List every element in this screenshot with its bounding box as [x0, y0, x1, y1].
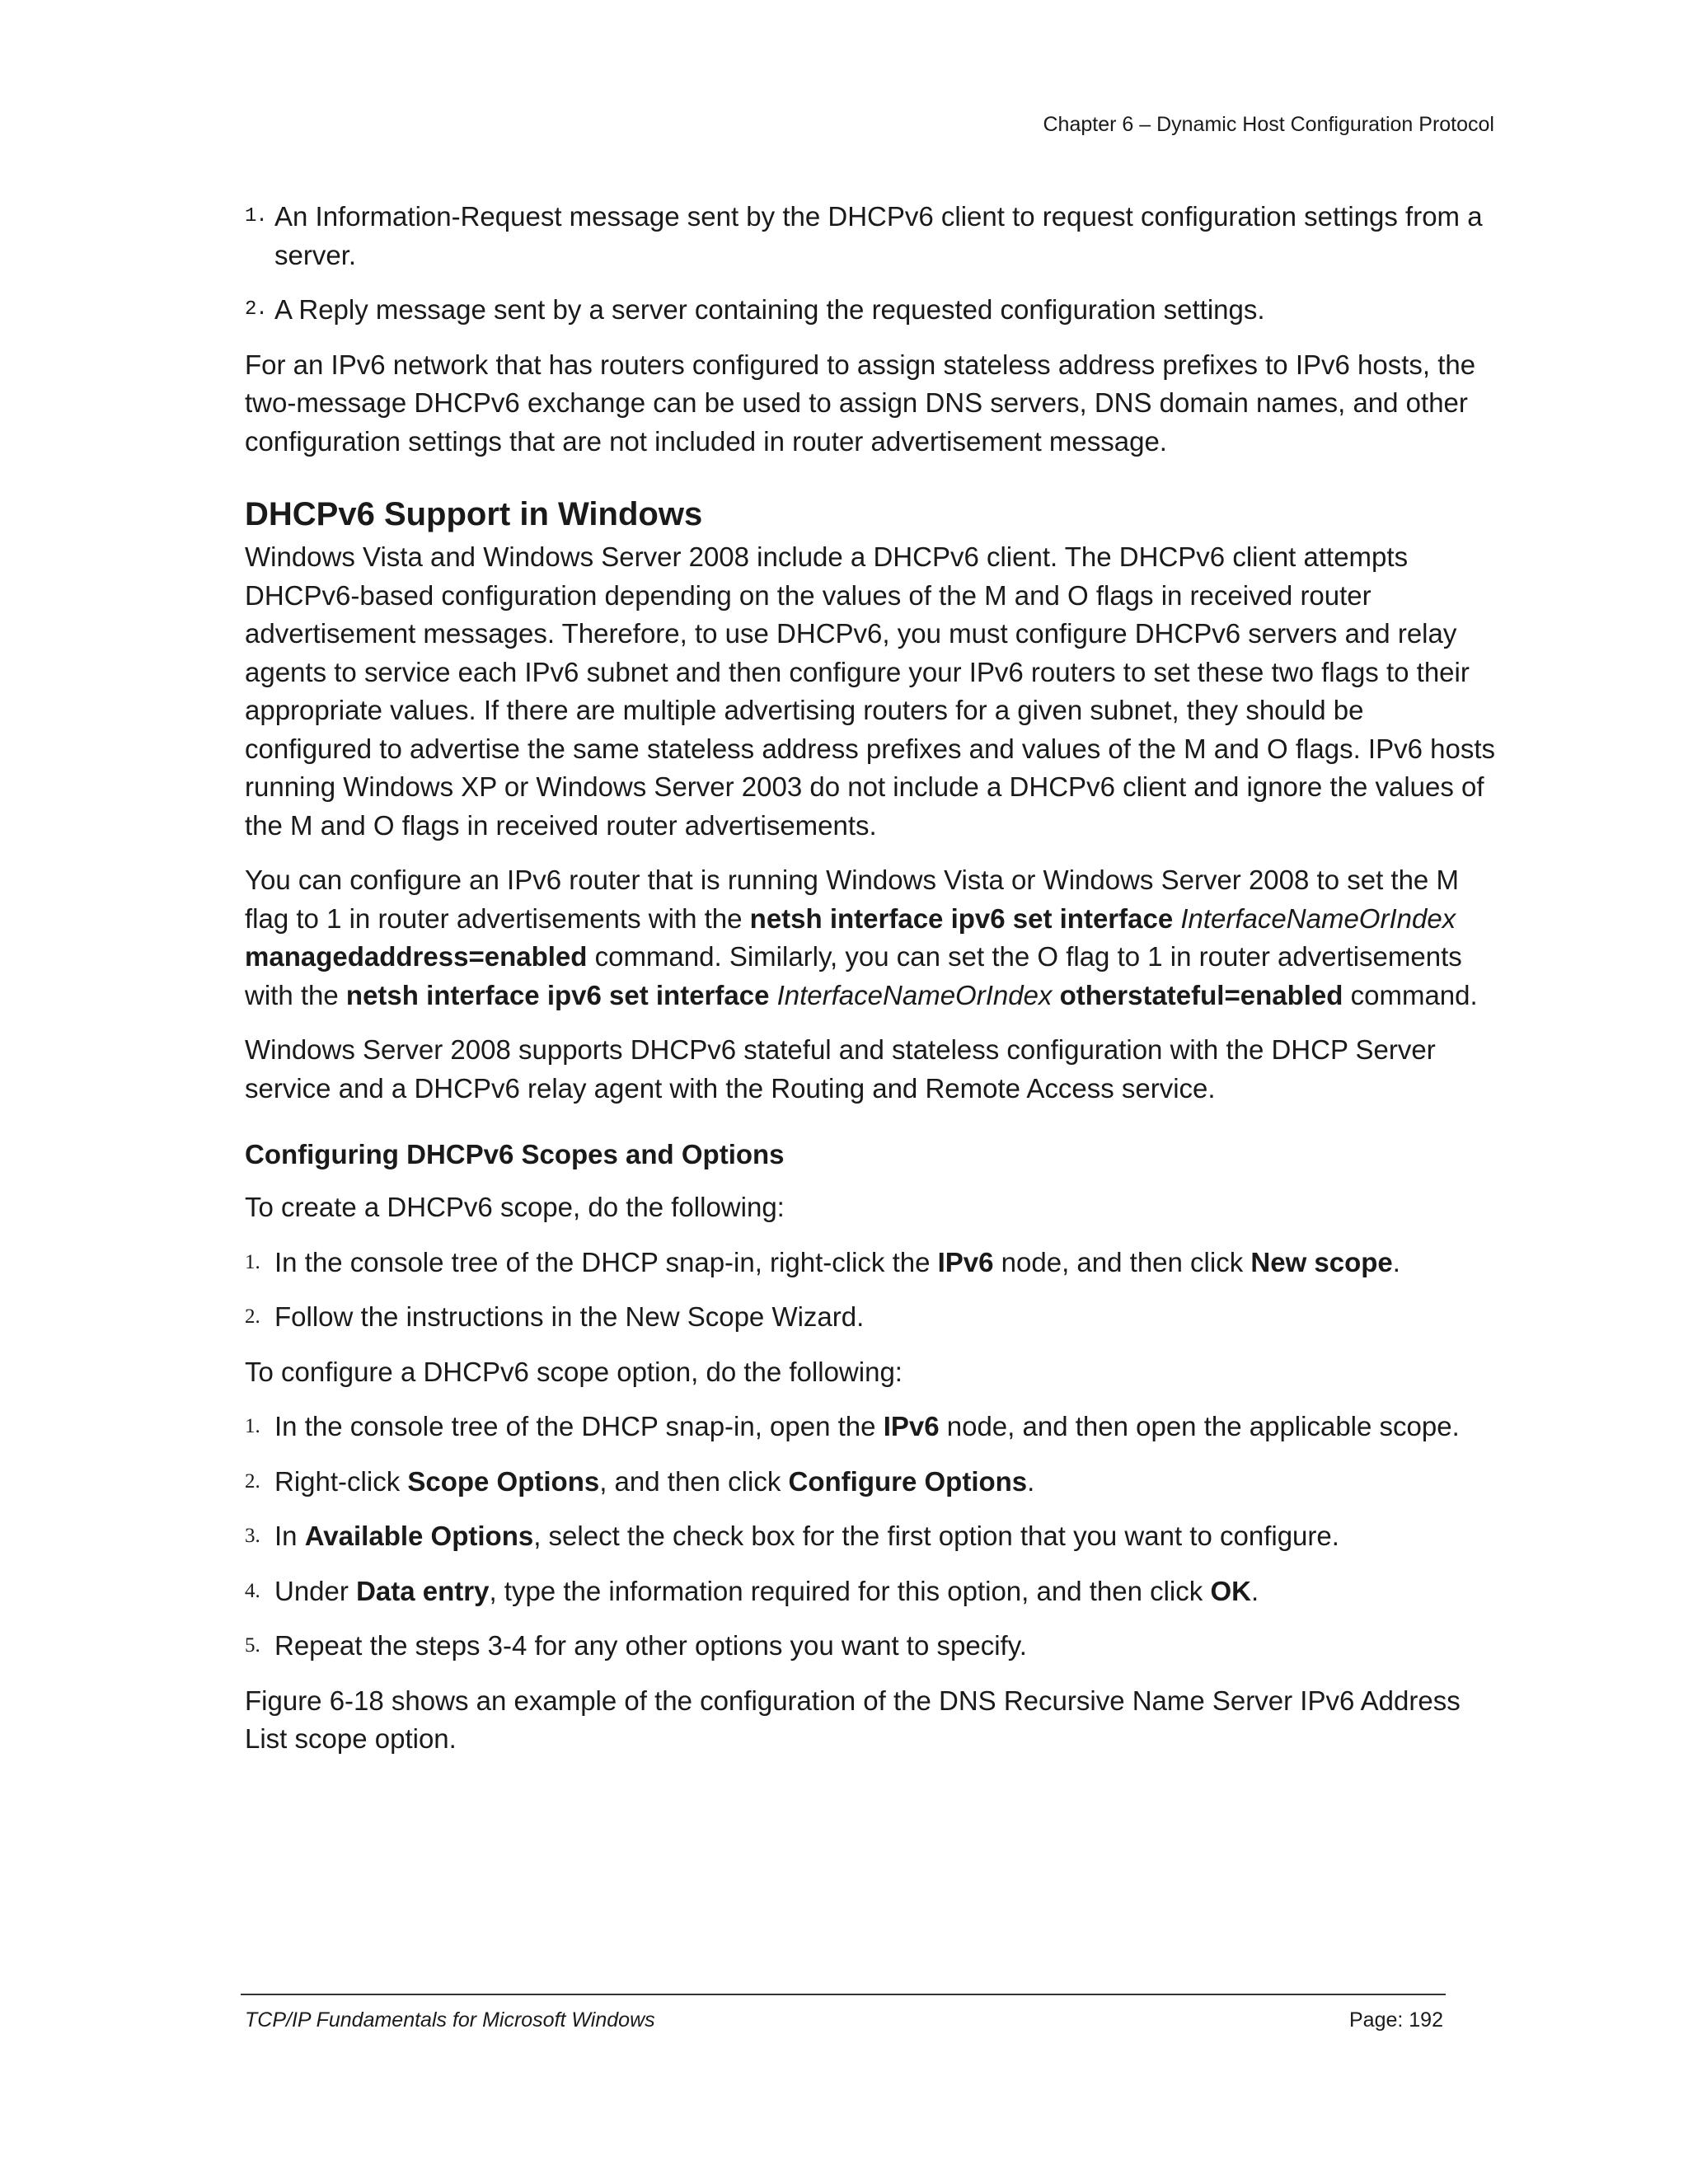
subsection-heading: Configuring DHCPv6 Scopes and Options	[245, 1139, 785, 1169]
list-item-text: Repeat the steps 3-4 for any other options you want to specify.	[274, 1630, 1027, 1661]
list-item-text: A Reply message sent by a server containing the requested configuration settings.	[274, 294, 1265, 325]
list-item-text: An Information-Request message sent by the DHCPv6 client to request configuration settings from a server.	[274, 201, 1483, 270]
command-text: netsh interface ipv6 set interface	[749, 902, 1174, 934]
text-run: Right-click	[274, 1465, 408, 1497]
list-number: 2.	[245, 298, 267, 321]
command-text: netsh interface ipv6 set interface	[345, 979, 770, 1010]
text-run	[1173, 903, 1180, 934]
option-intro: To configure a DHCPv6 scope option, do the following:	[245, 1356, 903, 1387]
list-item	[245, 1244, 1498, 1282]
text-run: Under	[274, 1575, 357, 1606]
ui-term: Configure Options	[788, 1465, 1028, 1497]
text-run: .	[1392, 1246, 1400, 1277]
command-option: otherstateful=enabled	[1059, 979, 1343, 1010]
section-paragraph-2	[245, 861, 1498, 1015]
ui-term: Scope Options	[407, 1465, 600, 1497]
text-run: command.	[1343, 979, 1478, 1010]
text-run: In the console tree of the DHCP snap-in, open the	[274, 1411, 884, 1441]
ui-term: Available Options	[304, 1521, 534, 1551]
command-argument: InterfaceNameOrIndex	[1180, 902, 1456, 934]
ui-term: Data entry	[356, 1575, 490, 1606]
page-body	[245, 198, 1498, 1775]
text-run: node, and then click	[993, 1246, 1251, 1277]
list-number: 2.	[245, 1469, 260, 1493]
ui-term: IPv6	[937, 1246, 994, 1277]
list-item	[245, 1572, 1498, 1611]
text-run: , and then click	[599, 1465, 789, 1497]
scope-intro: To create a DHCPv6 scope, do the following:	[245, 1192, 785, 1222]
command-argument: InterfaceNameOrIndex	[776, 979, 1053, 1010]
text-run: .	[1250, 1575, 1259, 1606]
text-run: In	[274, 1521, 305, 1551]
text-run: , type the information required for this option, and then click	[489, 1575, 1211, 1606]
section-paragraph-1: Windows Vista and Windows Server 2008 include a DHCPv6 client. The DHCPv6 client attempts DHCPv6-based configuration depending on the values of the M and O flags in received router advertisement messages. Therefore, to use DHCPv6, you must configure DHCPv6 servers and relay agents to service each IPv6 subnet and then configure your IPv6 routers to set these two flags to their appropriate values. If there are multiple advertising routers for a given subnet, they should be configured to advertise the same stateless address prefixes and values of the M and O flags. IPv6 hosts running Windows XP or Windows Server 2003 do not include a DHCPv6 client and ignore the values of the M and O flags in received router advertisements.	[245, 541, 1495, 841]
ui-term: IPv6	[883, 1411, 940, 1441]
list-number: 5.	[245, 1634, 260, 1657]
list-item	[245, 1627, 1498, 1666]
list-number: 1.	[245, 205, 267, 227]
list-item	[245, 1517, 1498, 1556]
text-run	[769, 980, 776, 1010]
list-item-text: Follow the instructions in the New Scope Wizard.	[274, 1301, 865, 1332]
list-number: 2.	[245, 1305, 260, 1328]
list-number: 4.	[245, 1579, 260, 1602]
text-run: , select the check box for the first option that you want to configure.	[533, 1521, 1339, 1551]
text-run	[1052, 980, 1059, 1010]
text-run: You can configure an IPv6 router that is running Windows Vista or Windows Server 2008 to set the M flag to 1 in router advertisements with the	[245, 865, 1459, 934]
list-item	[245, 291, 1498, 330]
text-run: node, and then open the applicable scope.	[939, 1411, 1460, 1441]
closing-paragraph: Figure 6-18 shows an example of the configuration of the DNS Recursive Name Server IPv6 Address List scope option.	[245, 1685, 1461, 1754]
intro-paragraph: For an IPv6 network that has routers configured to assign stateless address prefixes to IPv6 hosts, the two-message DHCPv6 exchange can be used to assign DNS servers, DNS domain names, and other configuration settings that are not included in router advertisement message.	[245, 349, 1476, 457]
list-number: 3.	[245, 1525, 260, 1547]
ui-term: New scope	[1250, 1246, 1393, 1277]
list-item	[245, 1463, 1498, 1502]
ui-term: OK	[1210, 1575, 1251, 1606]
running-header: Chapter 6 – Dynamic Host Configuration Protocol	[1043, 113, 1494, 136]
command-option: managedaddress=enabled	[245, 941, 588, 972]
list-item	[245, 198, 1498, 274]
footer-rule	[241, 1994, 1446, 1995]
text-run: In the console tree of the DHCP snap-in, right-click the	[274, 1246, 938, 1277]
list-item	[245, 1408, 1498, 1446]
section-paragraph-3: Windows Server 2008 supports DHCPv6 stateful and stateless configuration with the DHCP Server service and a DHCPv6 relay agent with the Routing and Remote Access service.	[245, 1034, 1436, 1104]
footer-page-number: Page: 192	[1349, 2008, 1443, 2032]
list-item	[245, 1298, 1498, 1337]
text-run: .	[1027, 1465, 1035, 1497]
list-number: 1.	[245, 1415, 260, 1437]
list-number: 1.	[245, 1250, 260, 1273]
text-run: command. Similarly, you can set the O flag to 1 in router advertisements with the	[245, 941, 1462, 1010]
footer-book-title: TCP/IP Fundamentals for Microsoft Windows	[245, 2008, 655, 2032]
section-heading: DHCPv6 Support in Windows	[245, 496, 703, 532]
